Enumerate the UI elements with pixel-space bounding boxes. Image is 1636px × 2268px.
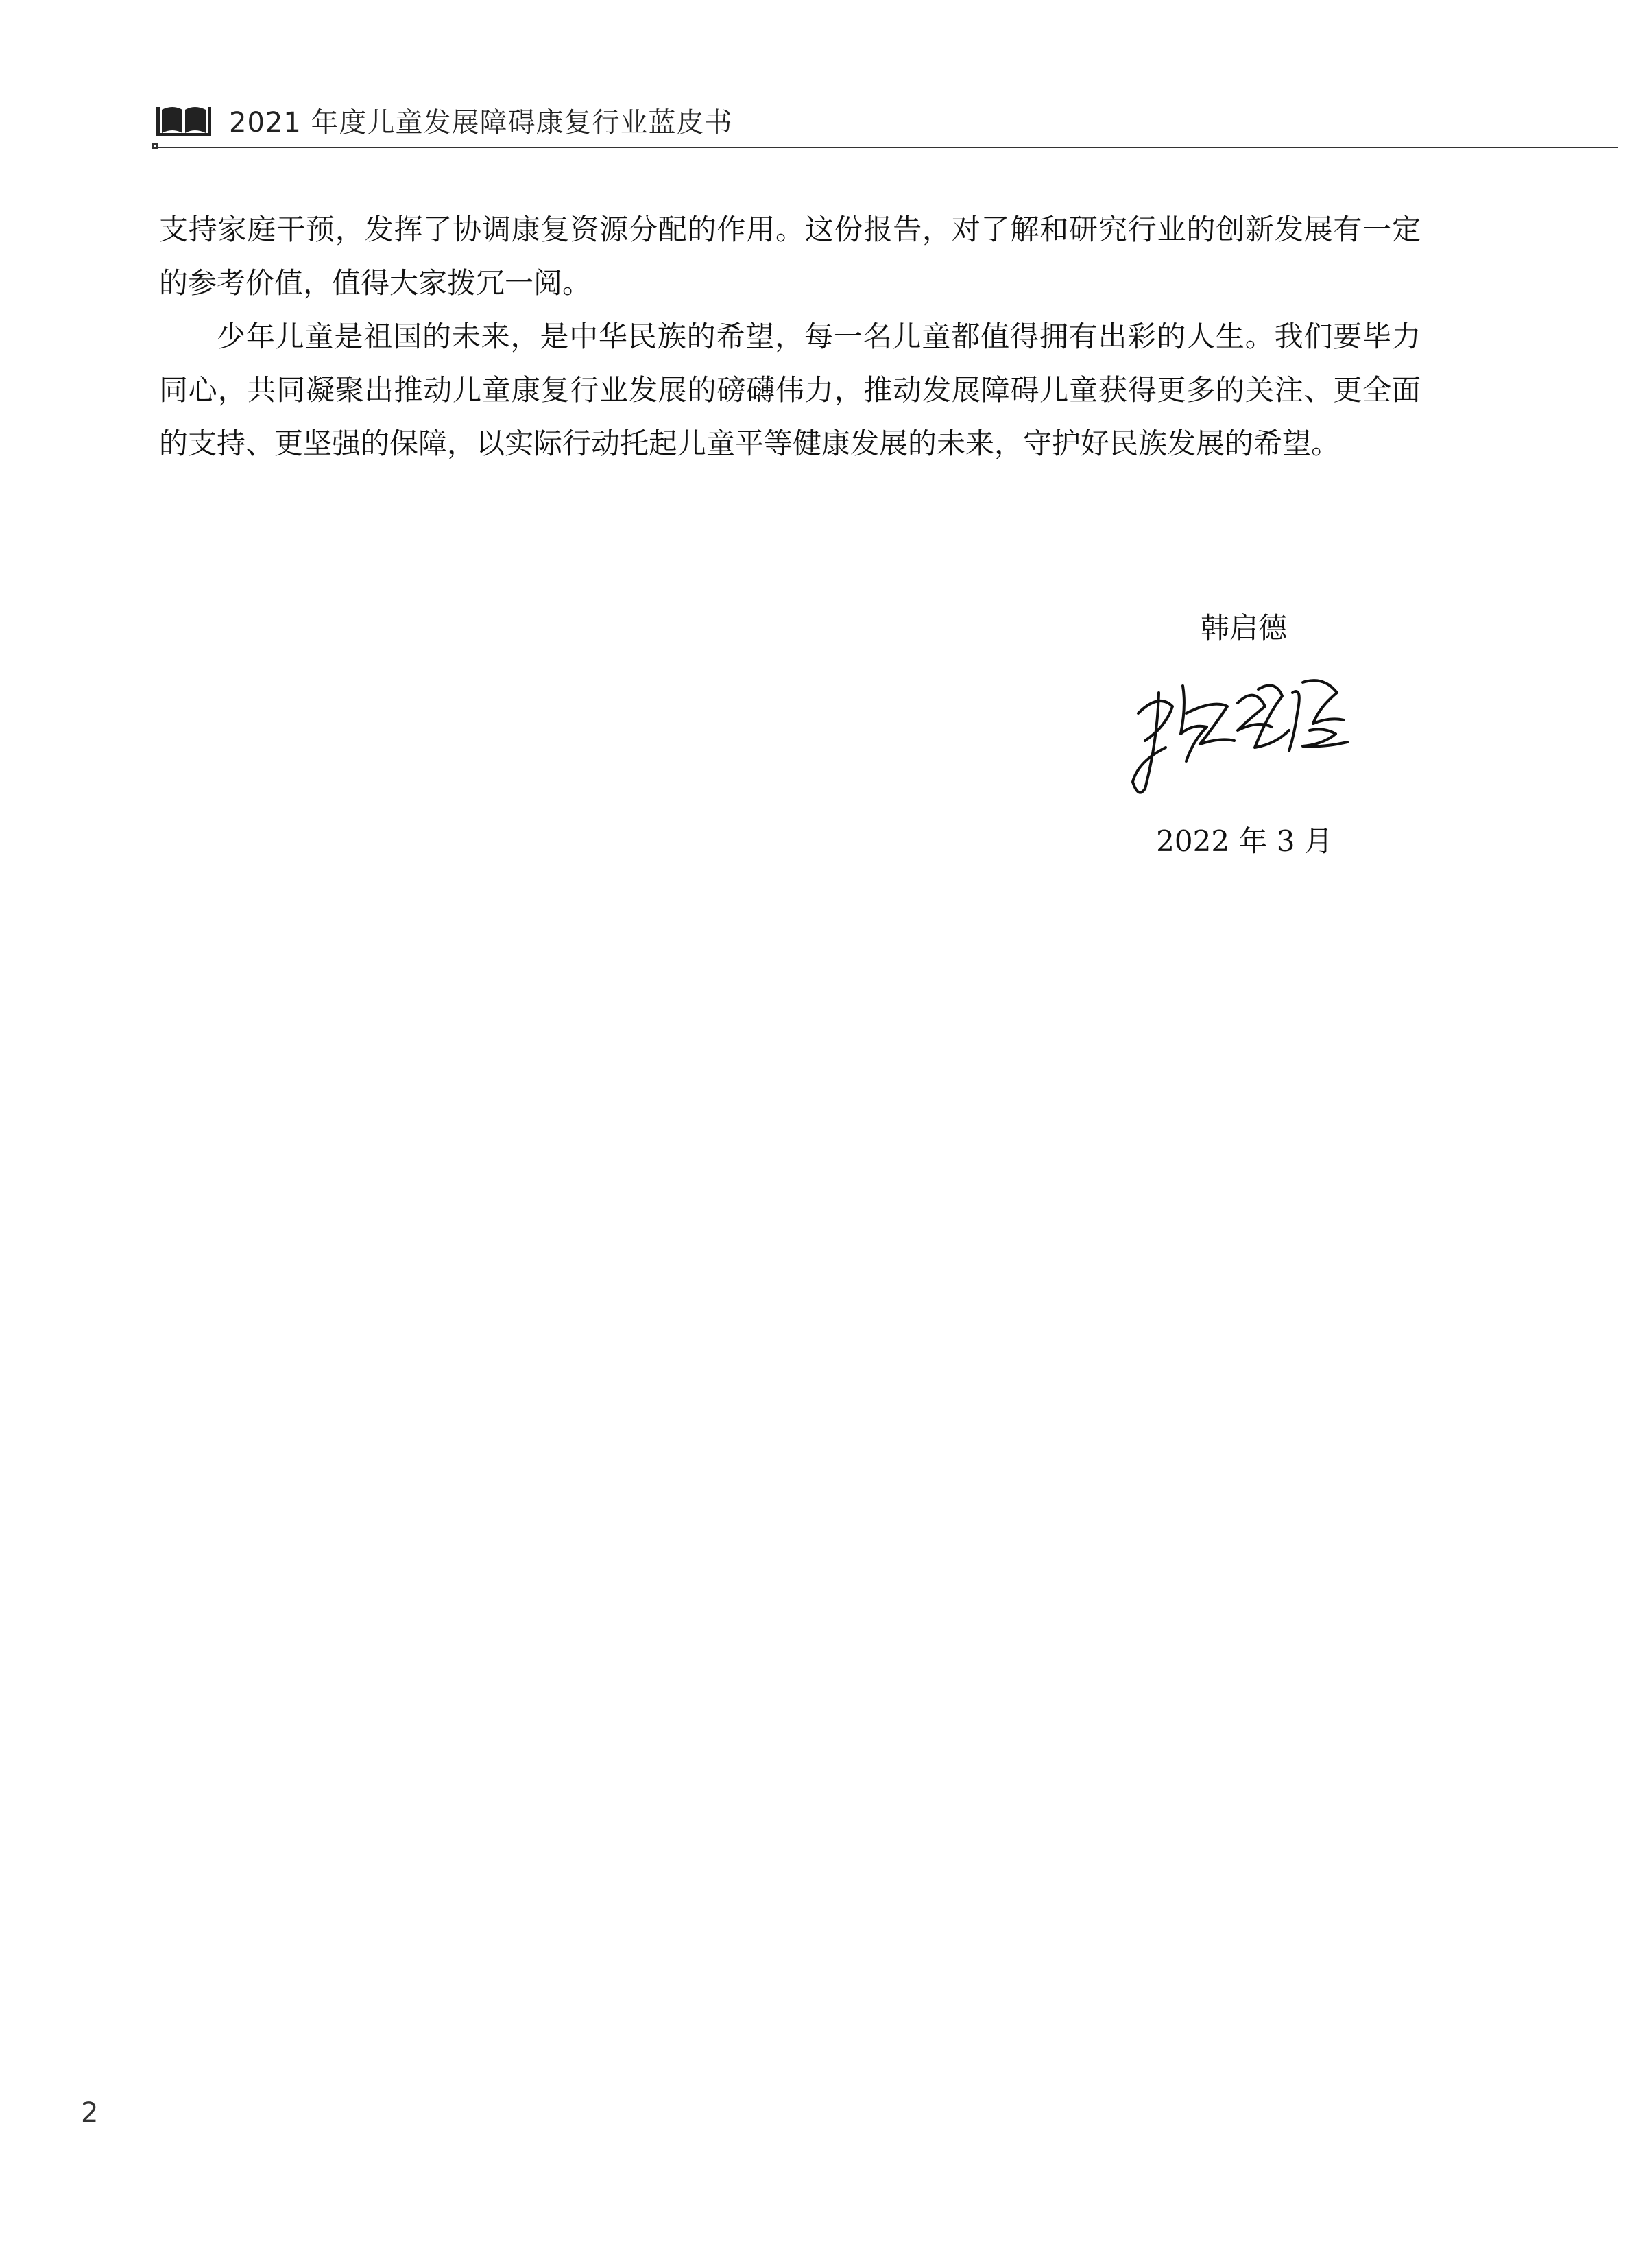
handwritten-signature [1118, 665, 1358, 802]
paragraph: 少年儿童是祖国的未来，是中华民族的希望，每一名儿童都值得拥有出彩的人生。我们要毕力同心，共同凝聚出推动儿童康复行业发展的磅礴伟力，推动发展障碍儿童获得更多的关注、更全面的支持、更坚强的保障，以实际行动托起儿童平等健康发展的未来，守护好民族发展的希望。 [159, 320, 1421, 460]
paragraph: 支持家庭干预，发挥了协调康复资源分配的作用。这份报告，对了解和研究行业的创新发展有一定的参考价值，值得大家拨冗一阅。 [159, 213, 1421, 300]
page-number: 2 [81, 2097, 99, 2129]
running-header [155, 96, 733, 144]
header-divider [155, 147, 1618, 148]
open-book-icon [155, 103, 213, 137]
divider-marker [152, 143, 158, 149]
date: 2022 年 3 月 [1156, 824, 1333, 858]
author-name: 韩启德 [1200, 611, 1287, 645]
body-text [159, 203, 1421, 470]
header-title: 2021 年度儿童发展障碍康复行业蓝皮书 [229, 106, 733, 139]
